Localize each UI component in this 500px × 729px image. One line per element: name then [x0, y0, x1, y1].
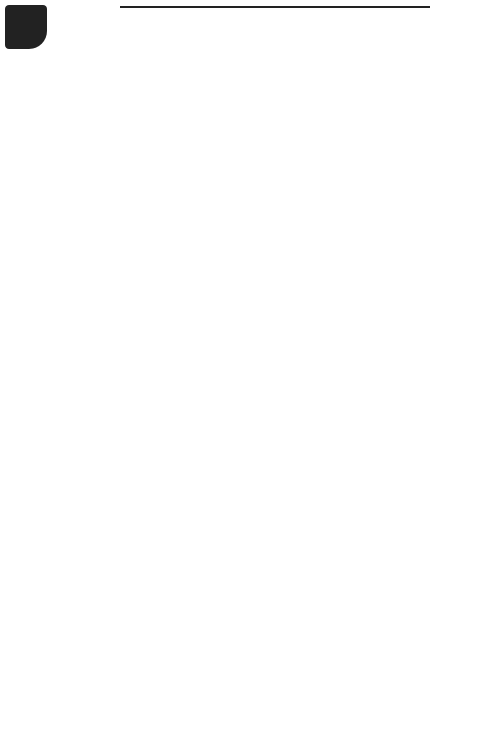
page-number-badge — [5, 5, 47, 49]
crochet-chart — [0, 200, 500, 729]
page-title — [120, 4, 430, 8]
